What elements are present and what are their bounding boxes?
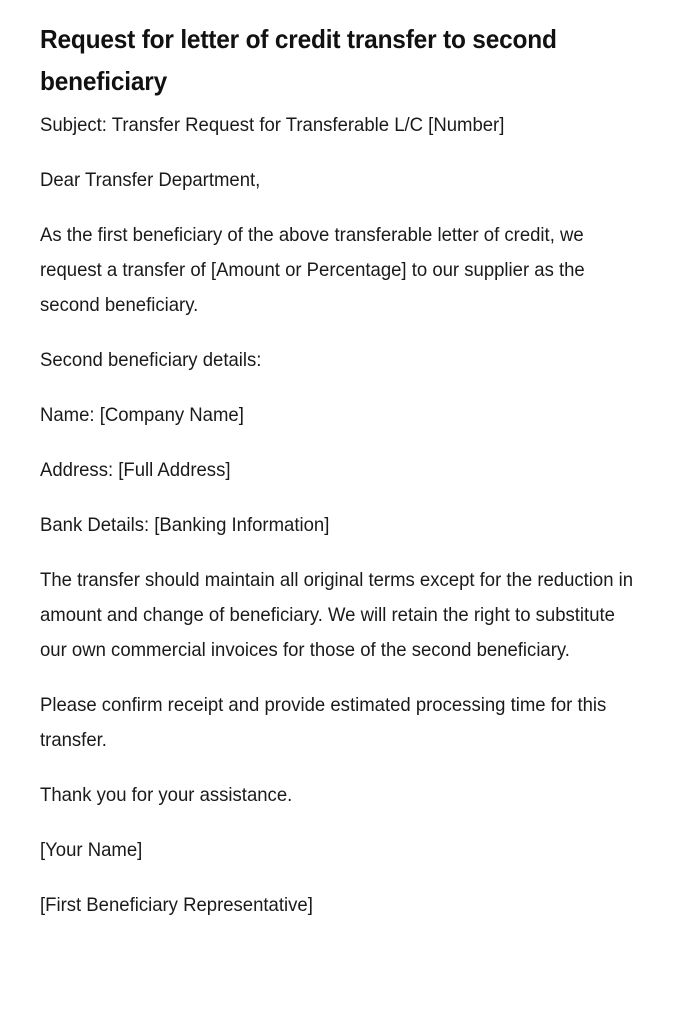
paragraph-detail-address: Address: [Full Address] (40, 459, 231, 481)
paragraph-confirmation-request: Please confirm receipt and provide estimated processing time for this transfer. (40, 694, 612, 751)
paragraph-request-body: As the first beneficiary of the above transferable letter of credit, we request a transfer of [Amount or Percentage] to our supplier as the second beneficiary. (40, 224, 590, 316)
paragraph-terms-clause: The transfer should maintain all original terms except for the reduction in amount and change of beneficiary. We will retain the right to substitute our own commercial invoices for those of the second beneficiary. (40, 569, 639, 661)
page-title: Request for letter of credit transfer to second beneficiary (40, 24, 557, 96)
paragraph-signature-name: [Your Name] (40, 839, 143, 861)
paragraph-signature-role: [First Beneficiary Representative] (40, 894, 313, 916)
paragraph-detail-name: Name: [Company Name] (40, 404, 244, 426)
paragraph-detail-bank: Bank Details: [Banking Information] (40, 514, 330, 536)
paragraph-details-heading: Second beneficiary details: (40, 349, 262, 371)
document-body (40, 108, 639, 923)
paragraph-salutation: Dear Transfer Department, (40, 169, 261, 191)
paragraph-closing-thanks: Thank you for your assistance. (40, 784, 293, 806)
paragraph-subject-line: Subject: Transfer Request for Transferable L/C [Number] (40, 114, 505, 136)
